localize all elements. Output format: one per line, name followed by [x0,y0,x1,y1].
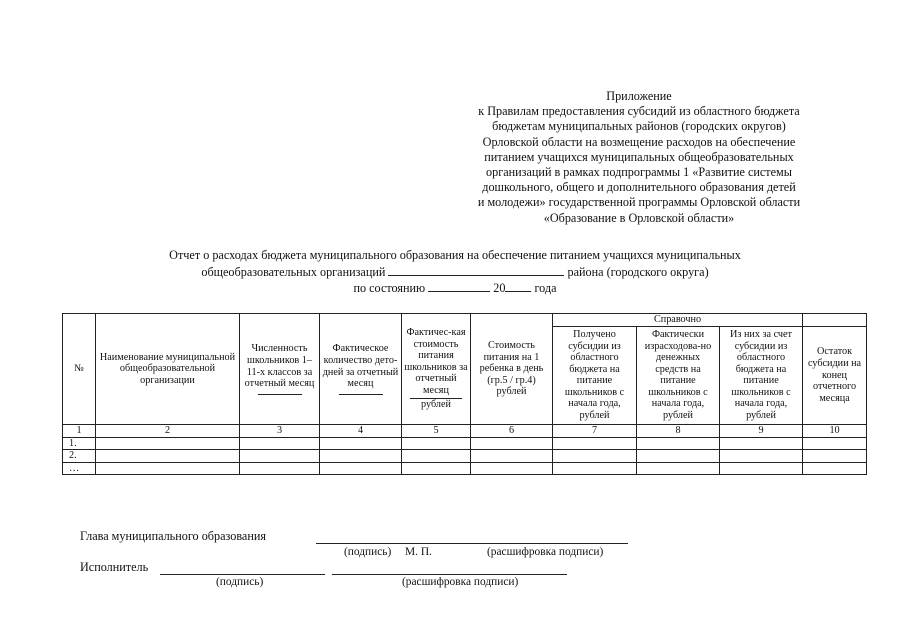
reference-header-end [803,314,867,327]
col-header-cost [402,314,471,425]
col-number: 10 [803,425,867,438]
col-header-students-text: Численность школьников 1–11-х классов за отчетный месяц [244,343,315,390]
table-cell[interactable] [402,437,471,450]
col-header-received: Получено субсидии из областного бюджета на питание школьников с начала года, рублей [553,326,637,424]
table-cell[interactable] [553,462,637,475]
table-cell[interactable] [320,437,402,450]
appendix-block [440,89,838,226]
executor-sign-caption: (подпись) [216,576,264,588]
col-header-cost-text: Фактичес-кая стоимость питания школьников за отчетный месяц [404,326,468,396]
table-cell[interactable] [402,462,471,475]
col-header-spent: Фактически израсходова-но денежных средств на питание школьников с начала года, рублей [637,326,720,424]
table-cell[interactable] [637,437,720,450]
col-number: 6 [471,425,553,438]
report-title [80,248,830,297]
appendix-line: Орловской области на возмещение расходов на обеспечение [482,134,796,149]
report-table [62,313,867,475]
table-cell[interactable] [96,462,240,475]
column-numbers-row [63,425,867,438]
table-row [63,462,867,475]
appendix-line: и молодежи» государственной программы Орловской области [477,195,801,210]
appendix-line: организаций в рамках подпрограммы 1 «Развитие системы [486,165,792,180]
table-cell[interactable] [637,450,720,463]
appendix-line: дошкольного, общего и дополнительного образования детей [482,180,796,195]
appendix-line: к Правилам предоставления субсидий из областного бюджета [478,104,800,119]
table-cell[interactable] [471,450,553,463]
head-label: Глава муниципального образования [80,529,266,543]
title-as-of-text: по состоянию [353,281,426,295]
col-number: 4 [320,425,402,438]
title-orgs-text: общеобразовательных организаций [201,264,386,279]
table-cell[interactable] [720,450,803,463]
table-cell[interactable] [96,437,240,450]
report-title-line2 [80,264,830,281]
table-cell[interactable] [240,437,320,450]
appendix-line: питанием учащихся муниципальных общеобразовательных [484,149,794,164]
table-cell[interactable] [320,462,402,475]
col-header-days-text: Фактическое количество дето-дней за отчетный месяц [322,343,399,390]
col-number: 2 [96,425,240,438]
table-cell[interactable] [471,462,553,475]
head-sign-caption: (подпись) [344,546,392,558]
col-number: 7 [553,425,637,438]
col-header-name: Наименование муниципальной общеобразовательной организации [96,314,240,425]
col-number: 3 [240,425,320,438]
executor-decode-line[interactable] [332,574,567,575]
col-number: 1 [63,425,96,438]
table-cell[interactable] [402,450,471,463]
col-header-of-which: Из них за счет субсидии из областного бюджета на питание школьников с начала года, рублей [720,326,803,424]
district-name-blank[interactable] [388,264,564,276]
table-cell[interactable] [803,437,867,450]
row-number: … [63,462,96,475]
executor-signature-line[interactable] [160,574,325,575]
date-blank[interactable] [428,280,490,292]
table-cell[interactable] [553,437,637,450]
row-number: 1. [63,437,96,450]
col-header-students [240,314,320,425]
col-header-days [320,314,402,425]
col-number: 8 [637,425,720,438]
col-number: 5 [402,425,471,438]
table-cell[interactable] [803,462,867,475]
report-title-line1: Отчет о расходах бюджета муниципального образования на обеспечение питанием учащихся муниципальных [169,248,741,262]
appendix-line: «Образование в Орловской области» [543,210,735,225]
title-district-text: района (городского округа) [567,264,709,279]
table-cell[interactable] [240,450,320,463]
title-year-prefix: 20 [493,281,506,295]
table-cell[interactable] [240,462,320,475]
col-number: 9 [720,425,803,438]
executor-label: Исполнитель [80,560,149,574]
col-header-cost-per-child: Стоимость питания на 1 ребенка в день (гр.5 / гр.4) рублей [471,314,553,425]
col-header-balance: Остаток субсидии на конец отчетного месяца [803,326,867,424]
head-signature-line[interactable] [316,543,628,544]
appendix-line: Приложение [606,89,672,103]
stamp-label: М. П. [405,546,432,558]
col-header-cost-unit: рублей [410,398,462,411]
table-cell[interactable] [96,450,240,463]
title-year-word: года [534,281,557,295]
report-title-line3 [80,280,830,297]
appendix-line: бюджетам муниципальных районов (городских округов) [492,119,786,134]
year-blank[interactable] [505,280,531,292]
days-unit-blank [339,394,383,395]
table-cell[interactable] [720,437,803,450]
table-cell[interactable] [320,450,402,463]
executor-decode-caption: (расшифровка подписи) [402,576,519,588]
reference-header: Справочно [553,314,803,327]
table-cell[interactable] [720,462,803,475]
table-row [63,450,867,463]
head-decode-caption: (расшифровка подписи) [487,546,604,558]
col-header-no: № [63,314,96,425]
students-unit-blank [258,394,302,395]
table-row [63,437,867,450]
table-cell[interactable] [803,450,867,463]
table-cell[interactable] [637,462,720,475]
table-cell[interactable] [471,437,553,450]
row-number: 2. [63,450,96,463]
table-cell[interactable] [553,450,637,463]
